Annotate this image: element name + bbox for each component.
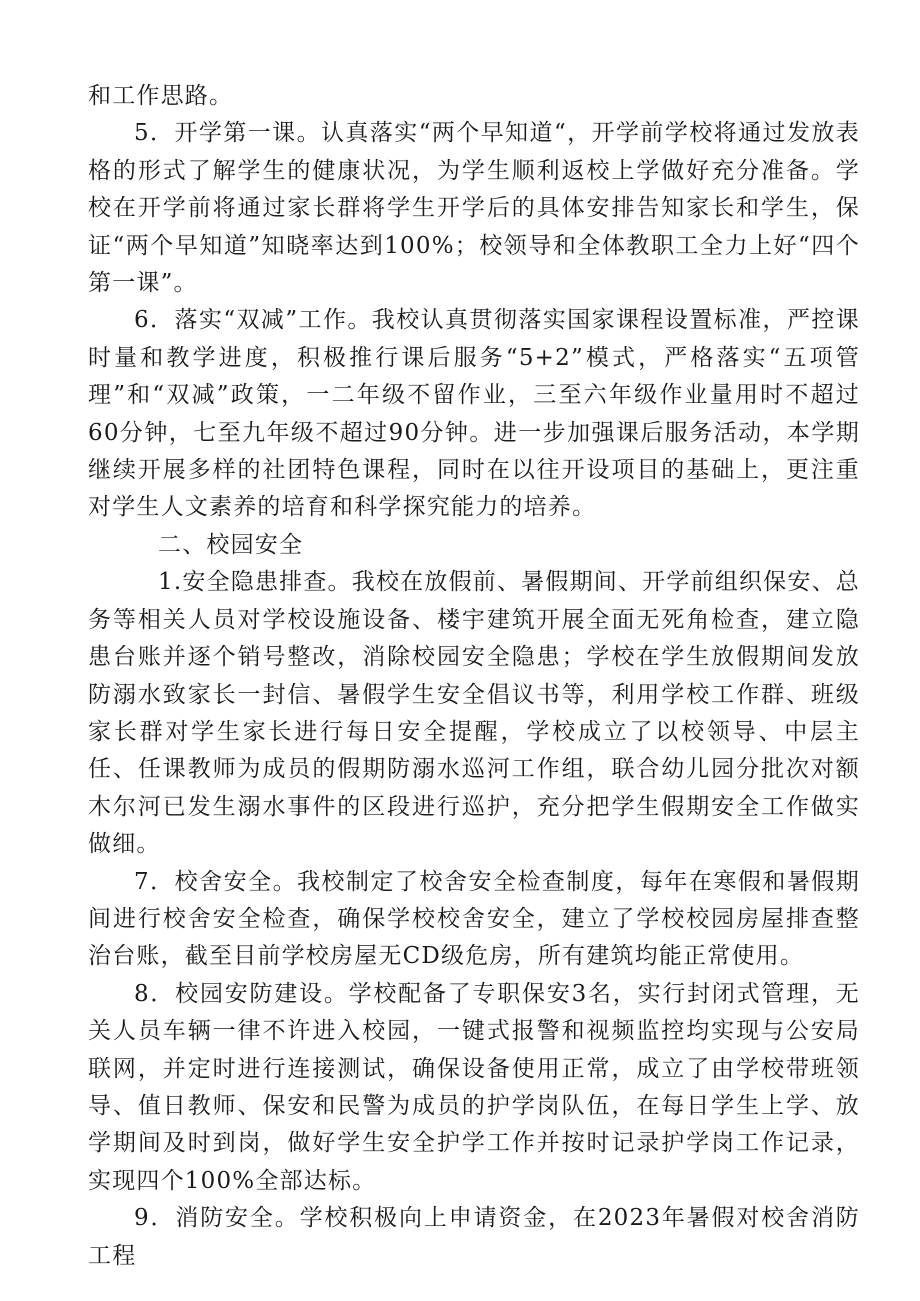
paragraph-item-7: 7．校舍安全。我校制定了校舍安全检查制度，每年在寒假和暑假期间进行校舍安全检查，确保学校校舍安全，建立了学校校园房屋排查整治台账，截至目前学校房屋无CD级危房，所有建筑均能正常使用。 xyxy=(88,868,860,970)
paragraph-item-1: 1.安全隐患排查。我校在放假前、暑假期间、开学前组织保安、总务等相关人员对学校设施设备、楼宇建筑开展全面无死角检查，建立隐患台账并逐个销号整改，消除校园安全隐患；学校在学生放假期间发放防溺水致家长一封信、暑假学生安全倡议书等，利用学校工作群、班级家长群对学生家长进行每日安全提醒，学校成立了以校领导、中层主任、任课教师为成员的假期防溺水巡河工作组，联合幼儿园分批次对额木尔河已发生溺水事件的区段进行巡护，充分把学生假期安全工作做实做细。 xyxy=(88,569,860,858)
document-body xyxy=(88,78,860,1275)
paragraph-item-9: 9．消防安全。学校积极向上申请资金，在2023年暑假对校舍消防工程 xyxy=(88,1205,860,1269)
paragraph-continuation: 和工作思路。 xyxy=(88,83,234,109)
paragraph-item-6: 6．落实“双减”工作。我校认真贯彻落实国家课程设置标准，严控课时量和教学进度，积极推行课后服务“5+2”模式，严格落实“五项管理”和“双减”政策，一二年级不留作业，三至六年级作业量用时不超过60分钟，七至九年级不超过90分钟。进一步加强课后服务活动，本学期继续开展多样的社团特色课程，同时在以往开设项目的基础上，更注重对学生人文素养的培育和科学探究能力的培养。 xyxy=(88,307,860,521)
paragraph-item-8: 8．校园安防建设。学校配备了专职保安3名，实行封闭式管理，无关人员车辆一律不许进入校园，一键式报警和视频监控均实现与公安局联网，并定时进行连接测试，确保设备使用正常，成立了由学校带班领导、值日教师、保安和民警为成员的护学岗队伍，在每日学生上学、放学期间及时到岗，做好学生安全护学工作并按时记录护学岗工作记录，实现四个100%全部达标。 xyxy=(88,980,860,1194)
paragraph-item-5: 5．开学第一课。认真落实“两个早知道“，开学前学校将通过发放表格的形式了解学生的健康状况，为学生顺利返校上学做好充分准备。学校在开学前将通过家长群将学生开学后的具体安排告知家长和学生，保证“两个早知道”知晓率达到100%；校领导和全体教职工全力上好“四个第一课”。 xyxy=(88,120,860,297)
section-heading-campus-safety: 二、校园安全 xyxy=(158,531,304,558)
